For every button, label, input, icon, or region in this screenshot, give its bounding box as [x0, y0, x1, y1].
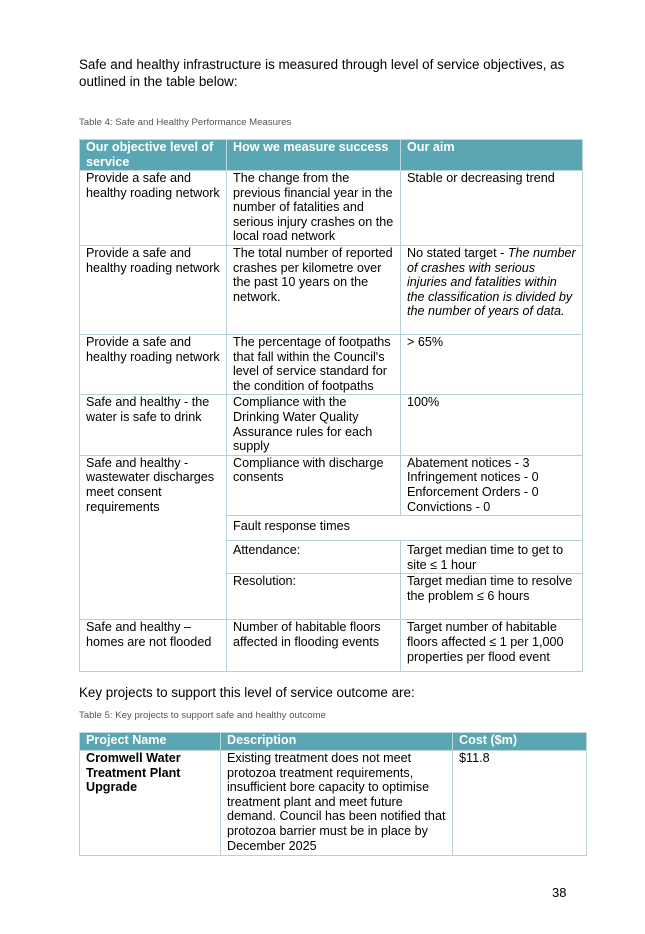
table-header-row — [80, 140, 583, 171]
column-header-description: Description — [221, 733, 453, 751]
table-row — [80, 395, 583, 455]
table-5-caption: Table 5: Key projects to support safe and healthy outcome — [79, 710, 326, 721]
objective-cell: Provide a safe and healthy roading network — [80, 335, 227, 395]
column-header-aim: Our aim — [401, 140, 583, 171]
measure-cell: The percentage of footpaths that fall within the Council's level of service standard for the condition of footpaths — [227, 335, 401, 395]
measure-cell: Compliance with the Drinking Water Quality Assurance rules for each supply — [227, 395, 401, 455]
resolution-label-cell: Resolution: — [227, 574, 401, 620]
aim-cell: > 65% — [401, 335, 583, 395]
aim-cell — [401, 455, 583, 515]
table-row — [80, 620, 583, 672]
column-header-objective: Our objective level of service — [80, 140, 227, 171]
measure-cell: The change from the previous financial year in the number of fatalities and serious injury crashes on the local road network — [227, 171, 401, 246]
objective-cell: Safe and healthy - wastewater discharges meet consent requirements — [80, 455, 227, 620]
table-header-row — [80, 733, 587, 751]
project-cost-cell: $11.8 — [453, 751, 587, 856]
table-row — [80, 335, 583, 395]
aim-line: Convictions - 0 — [407, 499, 491, 514]
project-name-cell: Cromwell Water Treatment Plant Upgrade — [80, 751, 221, 856]
objective-cell: Provide a safe and healthy roading network — [80, 171, 227, 246]
aim-cell: 100% — [401, 395, 583, 455]
column-header-measure: How we measure success — [227, 140, 401, 171]
aim-line: Enforcement Orders - 0 — [407, 484, 539, 499]
key-projects-table — [79, 732, 587, 856]
table-row — [80, 171, 583, 246]
table-row — [80, 751, 587, 856]
column-header-cost: Cost ($m) — [453, 733, 587, 751]
measure-cell: Compliance with discharge consents — [227, 455, 401, 515]
aim-prefix: No stated target - — [407, 246, 508, 260]
fault-response-cell: Fault response times — [227, 516, 583, 541]
objective-cell: Safe and healthy – homes are not flooded — [80, 620, 227, 672]
objective-cell: Safe and healthy - the water is safe to drink — [80, 395, 227, 455]
project-description-cell: Existing treatment does not meet protozoa treatment requirements, insufficient bore capacity to optimise treatment plant and meet future demand. Council has been notified that protozoa barrier must be in place by December 2025 — [221, 751, 453, 856]
table-row — [80, 246, 583, 335]
aim-cell: Stable or decreasing trend — [401, 171, 583, 246]
resolution-aim-cell: Target median time to resolve the problem ≤ 6 hours — [401, 574, 583, 620]
measure-cell: Number of habitable floors affected in flooding events — [227, 620, 401, 672]
aim-italic-note: The number of crashes with serious injuries and fatalities within the classification is divided by the number of years of data. — [407, 246, 576, 319]
measure-cell: The total number of reported crashes per kilometre over the past 10 years on the network. — [227, 246, 401, 335]
objective-cell: Provide a safe and healthy roading network — [80, 246, 227, 335]
attendance-label-cell: Attendance: — [227, 541, 401, 574]
page-number: 38 — [552, 885, 567, 900]
table-row — [80, 455, 583, 515]
aim-line: Infringement notices - 0 — [407, 470, 539, 485]
table-4-caption: Table 4: Safe and Healthy Performance Measures — [79, 117, 292, 128]
intro-paragraph: Safe and healthy infrastructure is measured through level of service objectives, as outlined in the table below: — [79, 57, 565, 89]
key-projects-intro: Key projects to support this level of service outcome are: — [79, 685, 415, 700]
aim-cell: Target number of habitable floors affected ≤ 1 per 1,000 properties per flood event — [401, 620, 583, 672]
performance-measures-table — [79, 139, 583, 672]
aim-line: Abatement notices - 3 — [407, 455, 530, 470]
column-header-project-name: Project Name — [80, 733, 221, 751]
attendance-aim-cell: Target median time to get to site ≤ 1 hour — [401, 541, 583, 574]
aim-cell — [401, 246, 583, 335]
